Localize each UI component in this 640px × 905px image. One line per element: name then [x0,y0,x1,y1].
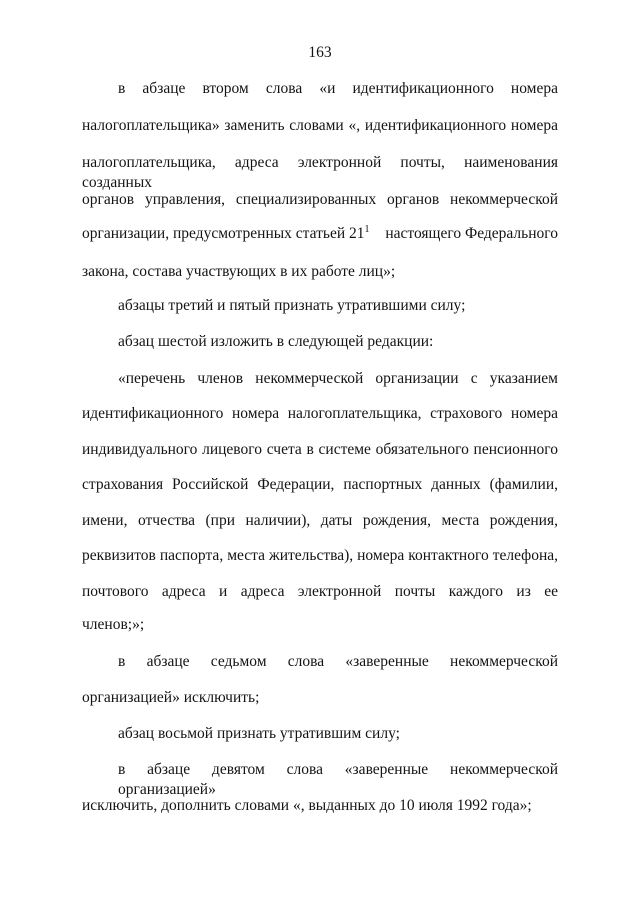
text-line: исключить, дополнить словами «, выданных до 10 июля 1992 года»; [82,797,532,814]
text-line: абзац шестой изложить в следующей редакции: [118,333,434,350]
text-line: «перечень членов некоммерческой организации с указанием [118,370,558,387]
text-line: почтового адреса и адреса электронной почты каждого из ее [82,583,558,600]
text-line: индивидуального лицевого счета в системе обязательного пенсионного [82,441,558,458]
text-fragment-main: организации, предусмотренных статьей 21 [82,225,365,242]
text-line: в абзаце втором слова «и идентификационного номера [118,80,558,97]
page-number: 163 [308,44,332,61]
text-line: страхования Российской Федерации, паспортных данных (фамилии, [82,476,558,493]
text-line: организацией» исключить; [82,689,260,706]
text-line: абзац восьмой признать утратившим силу; [118,725,400,742]
text-line: в абзаце седьмом слова «заверенные некоммерческой [118,653,558,670]
text-line: органов управления, специализированных органов некоммерческой [82,191,558,208]
text-line: в абзаце девятом слова «заверенные некоммерческой организацией» [118,761,558,798]
text-fragment: настоящего Федерального [385,225,558,242]
text-line [82,224,558,244]
text-line: членов;»; [82,616,145,633]
text-line: имени, отчества (при наличии), даты рождения, места рождения, [82,512,558,529]
superscript: 1 [364,224,370,235]
text-line: идентификационного номера налогоплательщика, страхового номера [82,405,558,422]
text-fragment [82,224,370,244]
text-line: абзацы третий и пятый признать утратившими силу; [118,297,466,314]
text-line: реквизитов паспорта, места жительства), номера контактного телефона, [82,547,558,564]
text-line: налогоплательщика, адреса электронной почты, наименования созданных [82,154,558,191]
text-line: закона, состава участвующих в их работе лиц»; [82,263,396,280]
text-line: налогоплательщика» заменить словами «, идентификационного номера [82,117,558,134]
